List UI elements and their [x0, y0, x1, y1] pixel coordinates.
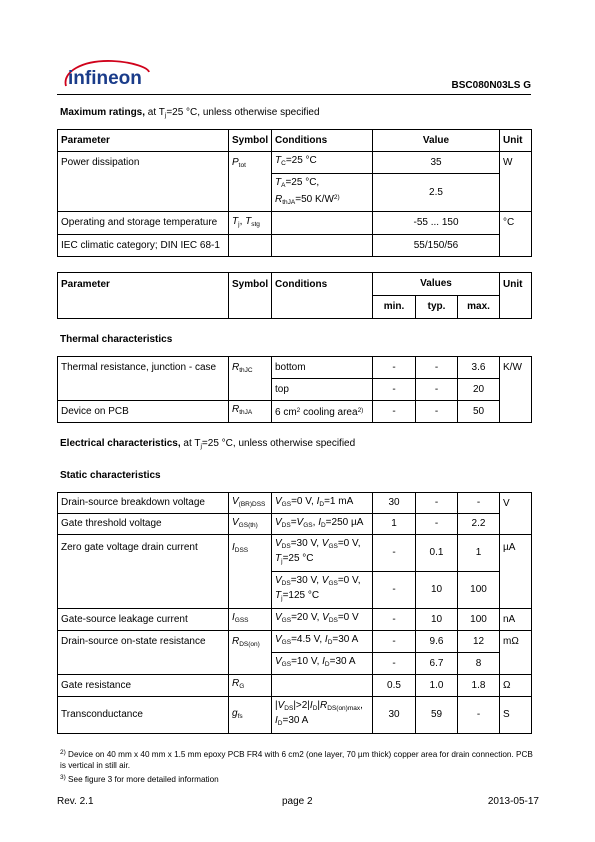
static-table — [57, 492, 532, 734]
footer-date: 2013-05-17 — [487, 796, 539, 807]
table-row: IEC climatic category; DIN IEC 68-1 55/150/56 — [58, 235, 532, 257]
electrical-title: Electrical characteristics, at $T_j=25$ °C, unless otherwise specified — [60, 438, 356, 450]
footer-revision: Rev. 2.1 — [57, 796, 94, 807]
hdr2-values: Values — [373, 273, 500, 296]
table-row: Zero gate voltage drain current $I_{DSS}$ $V_{DS}=30$ V, $V_{GS}=0$ V, $T_j=25$ °C - 0.1 1 µA — [58, 535, 532, 572]
hdr-unit: Unit — [500, 130, 532, 152]
table-row: $T_A=25$ °C, $R_{thJA}=50$ $K/W^{2)}$ 2.5 — [58, 174, 532, 212]
hdr2-min: min. — [373, 296, 416, 319]
table-row: Power dissipation $P_{tot}$ $T_C=25$ °C 35 W — [58, 152, 532, 174]
table-row: Transconductance $g_{fs}$ $|V_{DS}|>2|I_D|R_{DS(on)max}$, $I_D=30$ A 30 59 - S — [58, 697, 532, 734]
table-row: $V_{DS}=30$ V, $V_{GS}=0$ V, $T_j=125$ °C - 10 100 — [58, 572, 532, 609]
footnote-3: $^{3)}$ See figure 3 for more detailed information — [60, 774, 219, 784]
table-row: Operating and storage temperature $T_j$, $T_{stg}$ -55 ... 150 °C — [58, 212, 532, 235]
table-row: $V_{GS}=10$ V, $I_D=30$ A - 6.7 8 — [58, 653, 532, 675]
header-rule — [57, 94, 531, 95]
hdr2-parameter: Parameter — [58, 273, 229, 319]
hdr-conditions: Conditions — [272, 130, 373, 152]
table-row: Gate resistance $R_G$ 0.5 1.0 1.8 Ω — [58, 675, 532, 697]
table-row: Drain-source on-state resistance $R_{DS(on)}$ $V_{GS}=4.5$ V, $I_D=30$ A - 9.6 12 mΩ — [58, 631, 532, 653]
table-row: Gate-source leakage current $I_{GSS}$ $V_{GS}=20$ V, $V_{DS}=0$ V - 10 100 nA — [58, 609, 532, 631]
logo-text: infineon — [68, 68, 142, 89]
table-row: Thermal resistance, junction - case $R_{thJC}$ bottom - - 3.6 K/W — [58, 357, 532, 379]
hdr2-unit: Unit — [500, 273, 532, 319]
thermal-title: Thermal characteristics — [60, 334, 173, 345]
table-row: Gate threshold voltage $V_{GS(th)}$ $V_{DS}=V_{GS}$, $I_D=250$ µA 1 - 2.2 — [58, 514, 532, 535]
static-title: Static characteristics — [60, 470, 161, 481]
infineon-logo — [62, 58, 152, 94]
max-ratings-table — [57, 129, 532, 257]
footnote-2: $^{2)}$ Device on 40 mm x 40 mm x 1.5 mm epoxy PCB FR4 with 6 cm2 (one layer, 70 µm thick) copper area for drain connection. PCB is vertical in still air. — [60, 749, 533, 770]
hdr-value: Value — [373, 130, 500, 152]
thermal-table — [57, 356, 532, 423]
table-row: Device on PCB $R_{thJA}$ 6 $cm^2$ cooling area$^{2)}$ - - 50 — [58, 401, 532, 423]
hdr2-max: max. — [458, 296, 500, 319]
part-number: BSC080N03LS G — [451, 80, 531, 91]
footer-page: page 2 — [282, 796, 313, 807]
hdr2-symbol: Symbol — [229, 273, 272, 319]
table-row: top - - 20 — [58, 379, 532, 401]
table-row: Drain-source breakdown voltage $V_{(BR)DSS}$ $V_{GS}=0$ V, $I_D=1$ mA 30 - - V — [58, 493, 532, 514]
characteristics-table — [57, 272, 532, 319]
hdr-symbol: Symbol — [229, 130, 272, 152]
hdr-parameter: Parameter — [58, 130, 229, 152]
max-ratings-title: Maximum ratings, at $T_j=25$ °C, unless otherwise specified — [60, 107, 320, 119]
hdr2-typ: typ. — [416, 296, 458, 319]
hdr2-conditions: Conditions — [272, 273, 373, 319]
